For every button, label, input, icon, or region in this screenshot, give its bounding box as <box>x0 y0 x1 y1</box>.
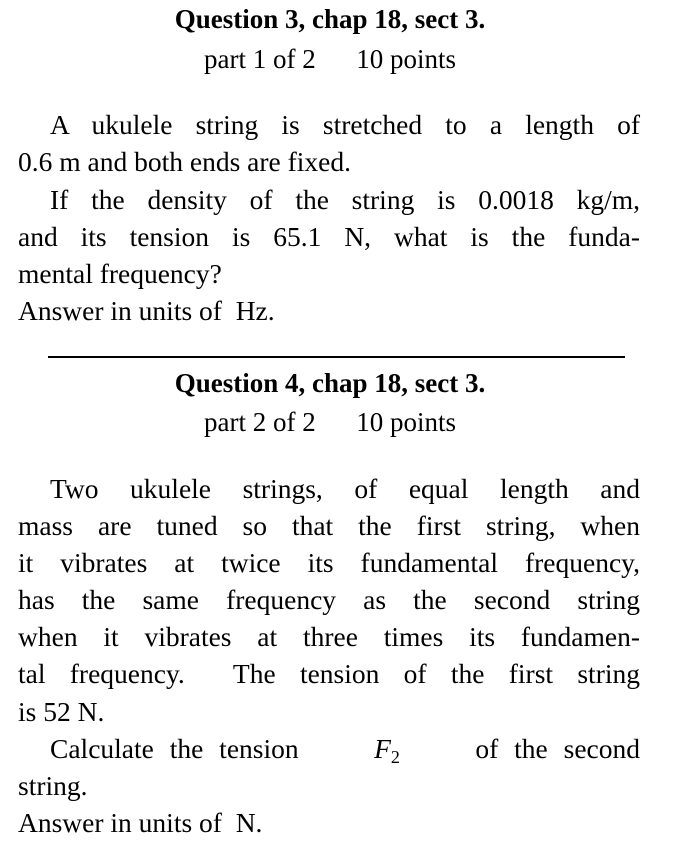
text-line: when it vibrates at three times its fundamen- <box>18 621 640 652</box>
text-segment: of the second <box>459 733 640 764</box>
text-line: and its tension is 65.1 N, what is the funda- <box>18 221 640 252</box>
answer-units: Answer in units of Hz. <box>18 295 275 326</box>
answer-units: Answer in units of N. <box>18 807 263 838</box>
text-line: mass are tuned so that the first string, when <box>18 510 640 541</box>
text-segment: Calculate the tension <box>50 733 315 764</box>
points-label: 10 points <box>356 407 456 437</box>
text-line: A ukulele string is stretched to a length of <box>50 109 640 140</box>
text-line: 0.6 m and both ends are fixed. <box>18 146 351 177</box>
text-line: Two ukulele strings, of equal length and <box>50 473 640 504</box>
divider-rule <box>48 356 625 358</box>
part-label: part 1 of 2 <box>204 44 316 74</box>
text-line: string. <box>18 770 88 801</box>
text-line: is 52 N. <box>18 696 105 727</box>
text-line: it vibrates at twice its fundamental frequency, <box>18 547 640 578</box>
question-4-part <box>0 407 660 438</box>
text-line: has the same frequency as the second string <box>18 584 640 615</box>
variable: F <box>374 733 391 764</box>
question-4-title: Question 4, chap 18, sect 3. <box>174 368 486 398</box>
question-3-title: Question 3, chap 18, sect 3. <box>174 4 486 34</box>
question-3-part <box>0 44 660 75</box>
subscript: 2 <box>390 747 400 767</box>
points-label: 10 points <box>356 44 456 74</box>
text-line: If the density of the string is 0.0018 kg/m, <box>50 184 640 215</box>
part-label: part 2 of 2 <box>204 407 316 437</box>
text-line: tal frequency. The tension of the first string <box>18 658 640 689</box>
text-line: mental frequency? <box>18 258 222 289</box>
